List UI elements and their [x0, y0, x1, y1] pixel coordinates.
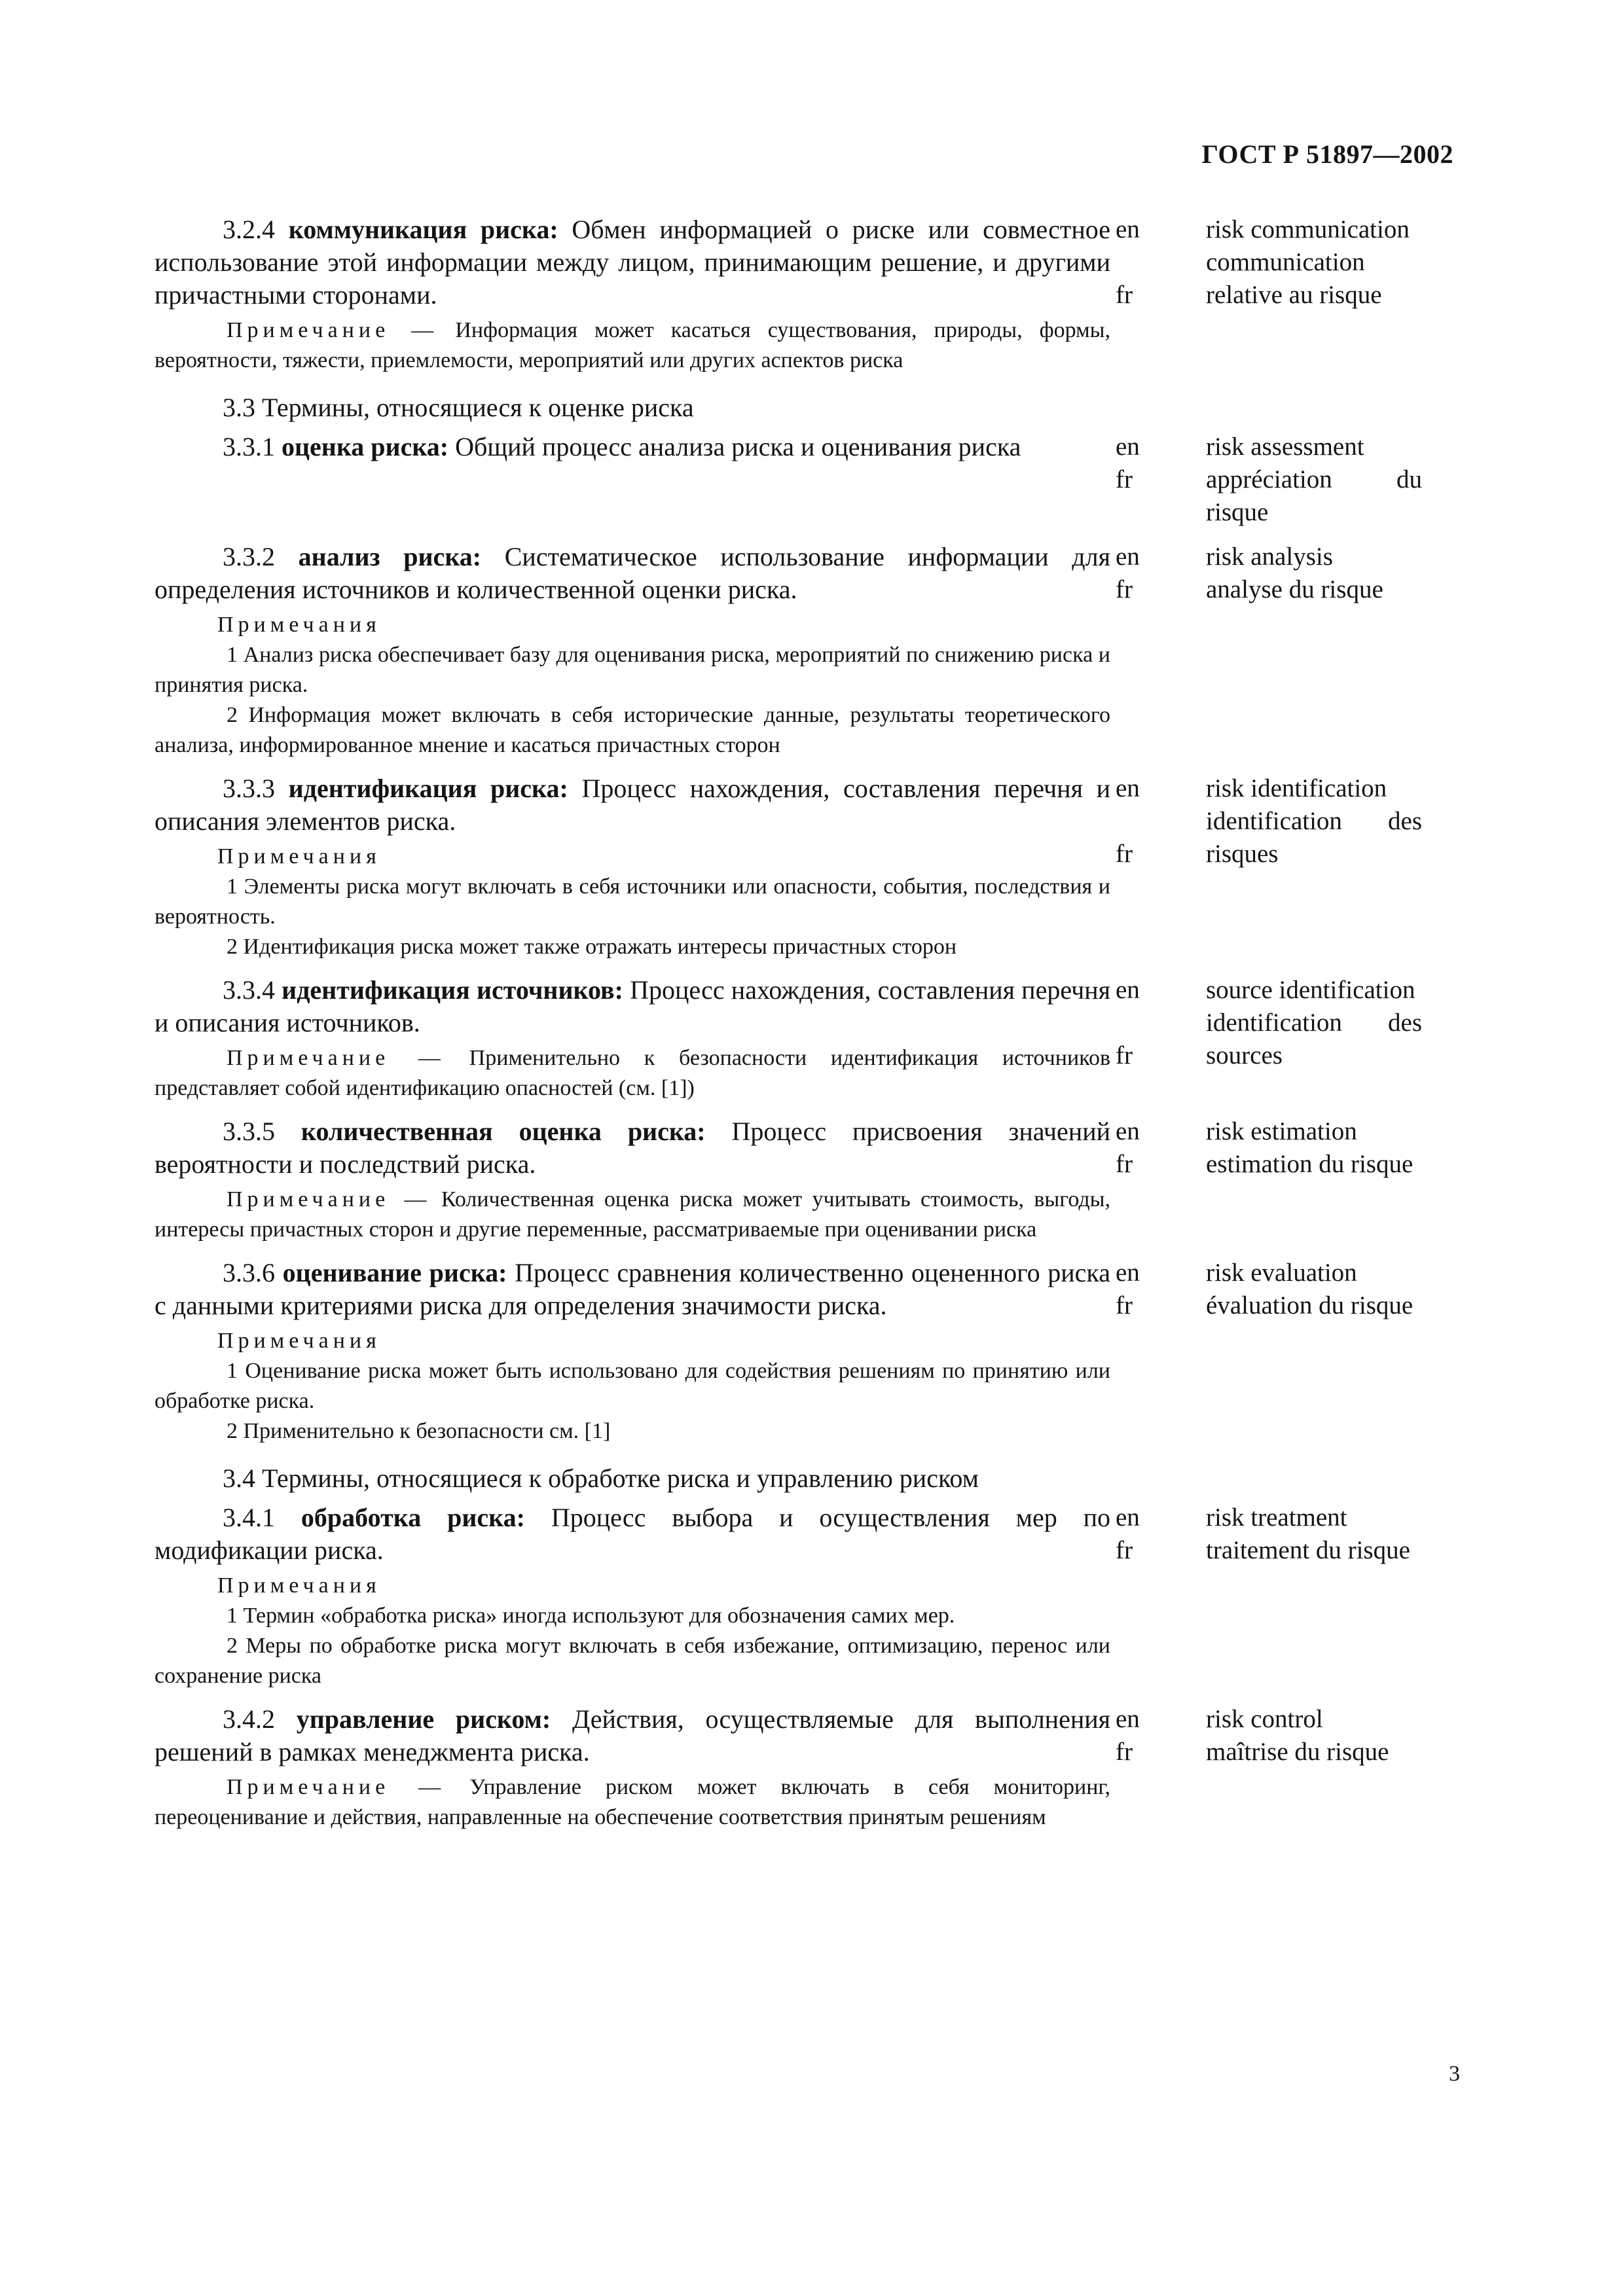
term-definition-text: Обмен информацией о риске или совместное использование этой информации между лицом, принимающим решение, и другими причастными сторонами.: [155, 215, 1111, 310]
lang-code-en: en: [1116, 1117, 1140, 1145]
term-number: 3.3.2: [223, 542, 275, 571]
entry-spacer: [155, 1691, 1457, 1703]
term-text-column: [155, 1257, 1110, 1446]
equivalent-fr: appréciation du risque: [1206, 465, 1422, 526]
equivalent-en: risk estimation: [1206, 1117, 1357, 1145]
entry-spacer: [155, 1833, 1457, 1844]
language-codes: [1110, 213, 1206, 312]
term-definition-text: Общий процесс анализа риска и оценивания риска: [455, 432, 1021, 461]
term-definition-text: Процесс выбора и осуществления мер по модификации риска.: [155, 1503, 1111, 1565]
term-number: 3.3.6: [223, 1258, 275, 1287]
page-number: 3: [1449, 2062, 1460, 2086]
term-entry: [155, 541, 1457, 761]
standard-designation: ГОСТ Р 51897—2002: [1201, 139, 1453, 169]
foreign-equivalents: [1206, 213, 1422, 312]
equivalent-fr: identification des risques: [1206, 807, 1422, 868]
lang-code-en: en: [1116, 1503, 1140, 1532]
note-label: Примечание —: [227, 1187, 431, 1211]
equivalent-fr: évaluation du risque: [1206, 1291, 1413, 1319]
note-text: Информация может касаться существования, природы, формы, вероятности, тяжести, приемлемости, мероприятий или других аспектов риска: [155, 318, 1111, 372]
lang-code-fr: fr: [1116, 281, 1133, 309]
note-item: [155, 1601, 1110, 1631]
term-definition-text: Процесс нахождения, составления перечня и описания источников.: [155, 975, 1111, 1037]
language-codes: [1110, 1257, 1206, 1322]
entry-spacer: [155, 1446, 1457, 1458]
foreign-equivalents: [1206, 772, 1422, 870]
term-number: 3.2.4: [223, 215, 275, 244]
lang-code-en: en: [1116, 215, 1140, 243]
lang-code-en: en: [1116, 1259, 1140, 1287]
term-entry: [155, 1501, 1457, 1691]
note-item-text: 2 Идентификация риска может также отражать интересы причастных сторон: [227, 935, 957, 959]
term-number: 3.4.2: [223, 1704, 275, 1734]
language-codes: [1110, 1115, 1206, 1181]
note-label: Примечание —: [227, 318, 439, 342]
term-name: оценка риска:: [282, 432, 449, 461]
notes-label: Примечания: [217, 1329, 381, 1353]
lang-code-fr: fr: [1116, 1150, 1133, 1178]
term-definition: [155, 772, 1110, 838]
lang-code-en: en: [1116, 976, 1140, 1004]
section-heading: 3.3 Термины, относящиеся к оценке риска: [223, 393, 694, 422]
note-text: Применительно к безопасности идентификация источников представляет собой идентификацию опасностей (см. [1]): [155, 1046, 1110, 1100]
term-entry: [155, 974, 1457, 1103]
note-item: [155, 932, 1110, 962]
term-name: идентификация риска:: [288, 774, 568, 803]
note-item-text: 1 Анализ риска обеспечивает базу для оценивания риска, мероприятий по снижению риска и принятия риска.: [155, 643, 1110, 697]
term-definition: [155, 1115, 1110, 1181]
note-item: [155, 1356, 1110, 1416]
note-label: Примечание —: [227, 1775, 446, 1799]
equivalent-en: source identification: [1206, 976, 1415, 1004]
entry-spacer: [155, 1245, 1457, 1257]
language-codes: [1110, 1703, 1206, 1768]
term-number: 3.3.1: [223, 432, 275, 461]
note-item: [155, 700, 1110, 761]
term-entry: [155, 1115, 1457, 1245]
equivalent-fr: identification des sources: [1206, 1009, 1422, 1069]
term-name: количественная оценка риска:: [301, 1117, 706, 1146]
note-item-text: 2 Информация может включать в себя исторические данные, результаты теоретического анализа, информированное мнение и касаться причастных сторон: [155, 703, 1110, 757]
equivalent-en: risk treatment: [1206, 1503, 1347, 1532]
lang-code-fr: fr: [1116, 1291, 1133, 1319]
language-codes: [1110, 772, 1206, 870]
note-text: Количественная оценка риска может учитывать стоимость, выгоды, интересы причастных сторон и другие переменные, рассматриваемые при оценивании риска: [155, 1187, 1111, 1242]
equivalent-fr: communication relative au risque: [1206, 248, 1382, 309]
lang-code-fr: fr: [1116, 1738, 1133, 1766]
term-definition-text: Действия, осуществляемые для выполнения решений в рамках менеджмента риска.: [155, 1704, 1111, 1767]
term-number: 3.4.1: [223, 1503, 275, 1532]
foreign-equivalents: [1206, 1115, 1422, 1181]
lang-code-en: en: [1116, 433, 1140, 461]
term-definition: [155, 213, 1110, 312]
equivalent-en: risk evaluation: [1206, 1259, 1357, 1287]
term-text-column: [155, 431, 1110, 463]
lang-code-fr: fr: [1116, 1536, 1133, 1564]
equivalent-en: risk assessment: [1206, 433, 1364, 461]
term-definition: [155, 1257, 1110, 1322]
note-label: Примечание —: [227, 1046, 445, 1070]
foreign-equivalents: [1206, 431, 1422, 529]
term-text-column: [155, 1115, 1110, 1245]
equivalent-en: risk control: [1206, 1705, 1323, 1733]
term-number: 3.3.4: [223, 975, 275, 1005]
term-definition: [155, 541, 1110, 606]
term-entry: [155, 431, 1457, 529]
note-item: [155, 872, 1110, 932]
term-text-column: [155, 1703, 1110, 1833]
foreign-equivalents: [1206, 1257, 1422, 1322]
term-definition: [155, 1703, 1110, 1768]
term-note: [155, 315, 1110, 376]
term-name: управление риском:: [296, 1704, 551, 1734]
lang-code-fr: fr: [1116, 1041, 1133, 1069]
lang-code-en: en: [1116, 774, 1140, 802]
term-name: оценивание риска:: [282, 1258, 507, 1287]
term-definition-text: Процесс присвоения значений вероятности и последствий риска.: [155, 1117, 1111, 1179]
equivalent-en: risk identification: [1206, 774, 1387, 802]
notes-label: Примечания: [217, 613, 381, 637]
term-name: анализ риска:: [298, 542, 482, 571]
equivalent-fr: analyse du risque: [1206, 575, 1383, 603]
term-note: [155, 1772, 1110, 1833]
term-text-column: [155, 772, 1110, 962]
section-heading: 3.4 Термины, относящиеся к обработке риска и управлению риском: [223, 1463, 979, 1493]
term-entry: [155, 213, 1457, 376]
foreign-equivalents: [1206, 974, 1422, 1072]
document-body: [155, 213, 1457, 1844]
lang-code-fr: fr: [1116, 465, 1133, 493]
term-text-column: [155, 974, 1110, 1103]
language-codes: [1110, 541, 1206, 606]
foreign-equivalents: [1206, 1703, 1422, 1768]
equivalent-en: risk communication: [1206, 215, 1410, 243]
equivalent-fr: maîtrise du risque: [1206, 1738, 1389, 1766]
term-entry: [155, 1703, 1457, 1833]
equivalent-fr: traitement du risque: [1206, 1536, 1410, 1564]
term-definition-text: Процесс сравнения количественно оцененного риска с данными критериями риска для определения значимости риска.: [155, 1258, 1111, 1320]
term-definition-text: Процесс нахождения, составления перечня и описания элементов риска.: [155, 774, 1111, 836]
note-item-text: 2 Меры по обработке риска могут включать в себя избежание, оптимизацию, перенос или сохранение риска: [155, 1634, 1110, 1688]
term-note: [155, 1185, 1110, 1245]
entry-spacer: [155, 529, 1457, 541]
term-definition: [155, 431, 1110, 463]
term-entry: [155, 772, 1457, 962]
note-item: [155, 1416, 1110, 1446]
note-item: [155, 1631, 1110, 1691]
equivalent-fr: estimation du risque: [1206, 1150, 1413, 1178]
term-text-column: [155, 1501, 1110, 1691]
entry-spacer: [155, 376, 1457, 387]
term-number: 3.3.3: [223, 774, 275, 803]
term-definition: [155, 974, 1110, 1039]
term-name: идентификация источников:: [282, 975, 623, 1005]
foreign-equivalents: [1206, 1501, 1422, 1567]
lang-code-fr: fr: [1116, 840, 1133, 868]
note-item: [155, 640, 1110, 700]
note-text: Управление риском может включать в себя мониторинг, переоценивание и действия, направленные на обеспечение соответствия принятым решениям: [155, 1775, 1111, 1829]
lang-code-en: en: [1116, 1705, 1140, 1733]
language-codes: [1110, 1501, 1206, 1567]
entry-spacer: [155, 1103, 1457, 1115]
language-codes: [1110, 974, 1206, 1072]
term-entry: [155, 1257, 1457, 1446]
term-definition-text: Систематическое использование информации для определения источников и количественной оценки риска.: [155, 542, 1110, 604]
lang-code-fr: fr: [1116, 575, 1133, 603]
term-number: 3.3.5: [223, 1117, 275, 1146]
term-text-column: [155, 541, 1110, 761]
term-definition: [155, 1501, 1110, 1567]
note-item-text: 1 Термин «обработка риска» иногда используют для обозначения самих мер.: [227, 1604, 955, 1628]
term-note: [155, 1043, 1110, 1103]
note-item-text: 1 Оценивание риска может быть использовано для содействия решениям по принятию или обработке риска.: [155, 1359, 1110, 1413]
foreign-equivalents: [1206, 541, 1422, 606]
lang-code-en: en: [1116, 543, 1140, 571]
entry-spacer: [155, 962, 1457, 974]
note-item-text: 1 Элементы риска могут включать в себя источники или опасности, события, последствия и вероятность.: [155, 874, 1110, 929]
equivalent-en: risk analysis: [1206, 543, 1333, 571]
term-text-column: [155, 213, 1110, 376]
term-name: обработка риска:: [301, 1503, 525, 1532]
notes-label: Примечания: [217, 1573, 381, 1598]
note-item-text: 2 Применительно к безопасности см. [1]: [227, 1419, 611, 1443]
entry-spacer: [155, 761, 1457, 772]
notes-label: Примечания: [217, 844, 381, 869]
term-name: коммуникация риска:: [288, 215, 558, 244]
language-codes: [1110, 431, 1206, 496]
